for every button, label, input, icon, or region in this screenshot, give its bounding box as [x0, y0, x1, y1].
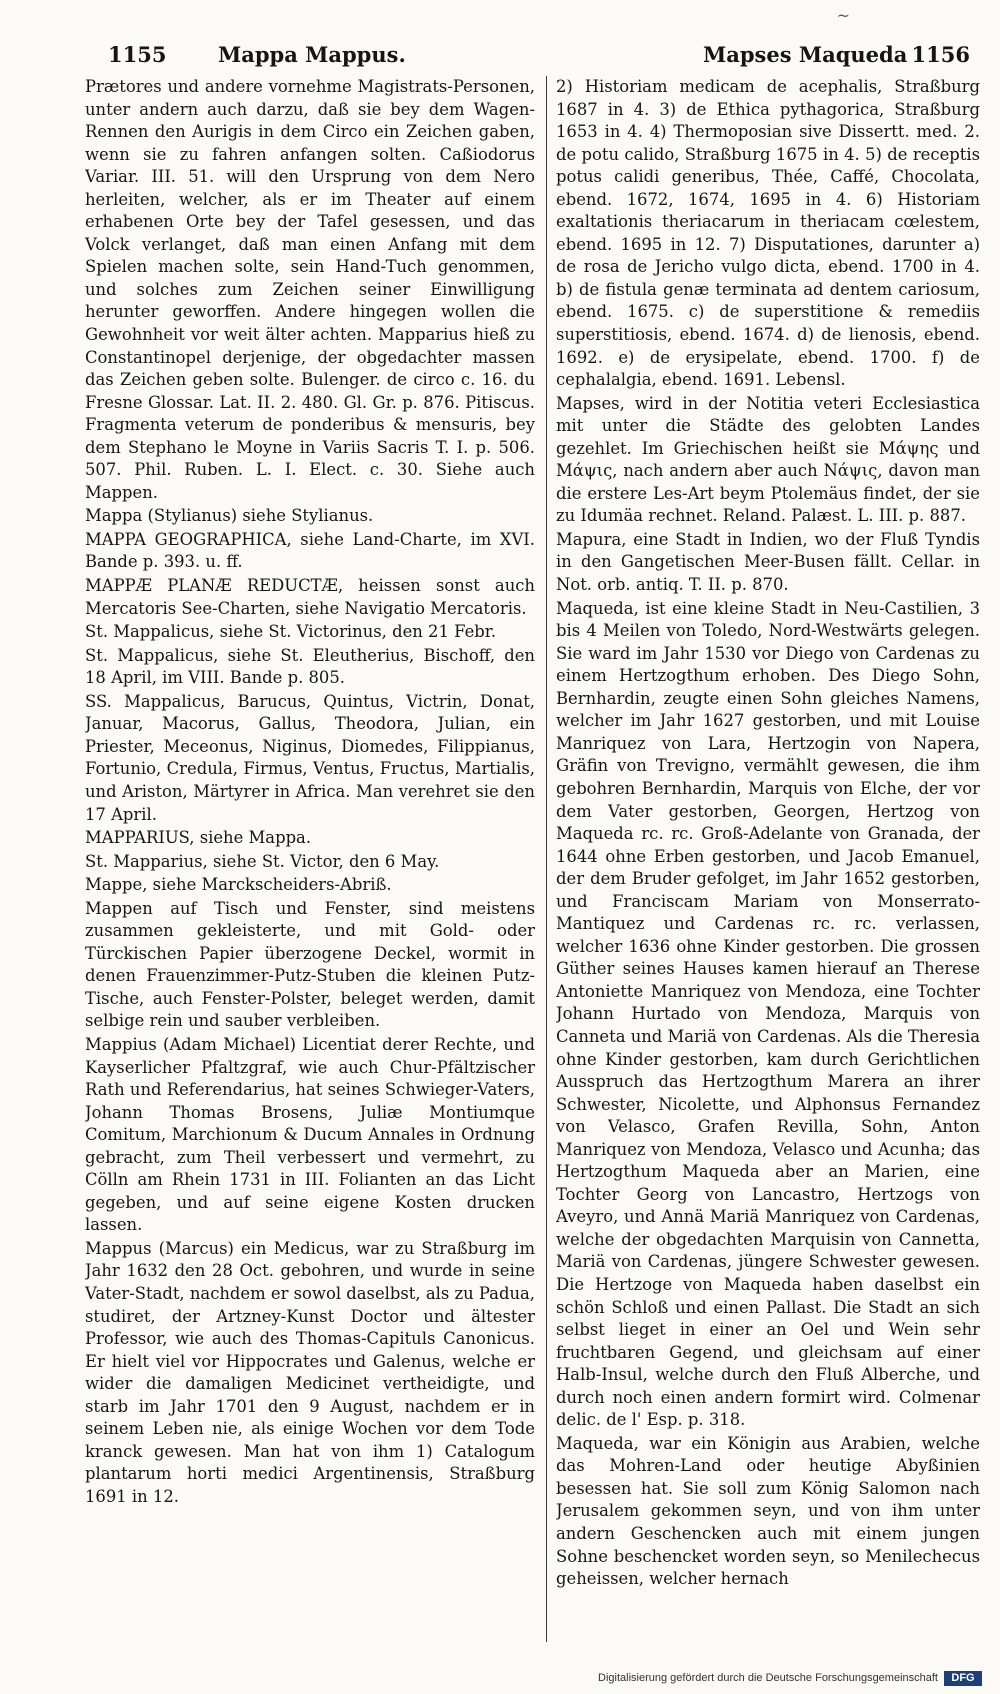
right-page-number: 1156 — [911, 42, 970, 67]
right-catchwords: Mapses Maqueda — [703, 42, 908, 67]
left-page-number: 1155 — [108, 42, 167, 67]
left-entry-10: Mappen auf Tisch und Fenster, sind meistens zusammen gekleisterte, und mit Gold- oder Türckischen Papier überzogene Deckel, wormit in denen Frauenzimmer-Putz-Stuben die kleinen Putz-Tische, auch Fenster-Polster, beleget werden, damit selbige rein und sauber verbleiben. — [85, 898, 535, 1031]
dfg-logo: DFG — [944, 1671, 982, 1686]
right-entry-4: Maqueda, war ein Königin aus Arabien, welche das Mohren-Land oder heutige Abyßinien besessen hat. Sie soll zum König Salomon nach Jerusalem gekommen seyn, und von ihm unter andern Geschencken auch mit einem jungen Sohne beschencket worden seyn, so Menilechecus geheissen, welcher hernach — [556, 1433, 980, 1589]
left-entry-11: Mappius (Adam Michael) Licentiat derer Rechte, und Kayserlicher Pfaltzgraf, wie auch Chur-Pfältzischer Rath und Referendarius, hat seines Schwieger-Vaters, Johann Thomas Brosens, Juliæ Montiumque Comitum, Marchionum & Ducum Annales in Ordnung gebracht, zum Theil verbessert und vermehrt, zu Cölln am Rhein 1731 in III. Folianten an das Licht gegeben, und auf seine eigene Kosten drucken lassen. — [85, 1034, 535, 1235]
left-entry-5: St. Mappalicus, siehe St. Eleutherius, Bischoff, den 18 April, im VIII. Bande p. 805. — [85, 645, 535, 688]
left-entry-6: SS. Mappalicus, Barucus, Quintus, Victrin, Donat, Januar, Macorus, Gallus, Theodora, Julian, ein Priester, Meceonus, Niginus, Diomedes, Filippianus, Fortunio, Credula, Firmus, Ventus, Fructus, Martialis, und Ariston, Märtyrer in Africa. Man verehret sie den 17 April. — [85, 691, 535, 824]
left-entry-3: MAPPÆ PLANÆ REDUCTÆ, heissen sonst auch Mercatoris See-Charten, siehe Navigatio Mercatoris. — [85, 576, 535, 618]
left-catchwords: Mappa Mappus. — [218, 42, 406, 67]
page-header — [108, 38, 970, 74]
left-column — [85, 76, 535, 1642]
footer-credit: Digitalisierung gefördert durch die Deutsche Forschungsgemeinschaft — [598, 1672, 938, 1684]
right-entry-3: Maqueda, ist eine kleine Stadt in Neu-Castilien, 3 bis 4 Meilen von Toledo, Nord-Westwärts gelegen. Sie ward im Jahr 1530 vor Diego von Cardenas zu einem Hertzogthum erhoben. Des Diego Sohn, Bernhardin, zeugte einen Sohn gleiches Namens, welcher im Jahr 1627 gestorben, und mit Louise Manriquez von Lara, Hertzogin von Napera, Gräfin von Trevigno, vermählt gewesen, die ihm gebohren Bernhardin, Marquis von Elche, der vor dem Vater gestorben, Georgen, Hertzog von Maqueda rc. rc. Groß-Adelante von Granada, der 1644 ohne Erben gestorben, und Jacob Emanuel, der dem Bruder gefolget, im Jahr 1652 gestorben, und Franciscam Mariam von Monserrato-Mantiquez und Cardenas rc. rc. verlassen, welcher 1636 ohne Kinder gestorben. Die grossen Güther seines Hauses kamen hierauf an Therese Antoniette Manriquez von Mendoza, eine Tochter Johann Hurtado von Mendoza, Marquis von Canneta und Mariä von Cardenas. Als die Theresia ohne Kinder gestorben, kam durch Gerichtlichen Ausspruch das Hertzogthum Marera an ihrer Schwester, Nicolette, und Alphonsus Fernandez von Velasco, Grafen Revilla, Sohn, Anton Manriquez von Mendoza, Velasco und Acunha; das Hertzogthum Maqueda aber an Marien, eine Tochter Georg von Lancastro, Hertzogs von Aveyro, und Annä Mariä Manriquez von Cardenas, welche der obgedachten Marquisin von Cannetta, Mariä von Cardenas, jüngere Schwester gewesen. Die Hertzoge von Maqueda haben daselbst ein schön Schloß und einen Pallast. Die Stadt an sich selbst lieget in einer an Oel und Wein sehr fruchtbaren Gegend, und gleichsam auf einer Halb-Insul, welche durch den Fluß Alberche, und durch noch einen andern formirt wird. Colmenar delic. de l' Esp. p. 318. — [556, 598, 980, 1430]
right-entry-0: 2) Historiam medicam de acephalis, Straßburg 1687 in 4. 3) de Ethica pythagorica, Straßburg 1653 in 4. 4) Thermoposian sive Dissertt. med. 2. de potu calido, Straßburg 1675 in 4. 5) de receptis potus calidi generibus, Thée, Caffé, Chocolata, ebend. 1672, 1674, 1695 in 4. 6) Historiam exaltationis theriacarum in theriacam cœlestem, ebend. 1695 in 12. 7) Disputationes, darunter a) de rosa de Jericho vulgo dicta, ebend. 1700 in 4. b) de fistula genæ terminata ad dentem cariosum, ebend. 1675. c) de superstitione & remediis superstitiosis, ebend. 1674. d) de lienosis, ebend. 1692. e) de erysipelate, ebend. 1700. f) de cephalalgia, ebend. 1691. Lebensl. — [556, 77, 980, 390]
left-entry-12: Mappus (Marcus) ein Medicus, war zu Straßburg im Jahr 1632 den 28 Oct. gebohren, und wurde in seine Vater-Stadt, nachdem er sowol daselbst, als zu Padua, studiret, der Artzney-Kunst Doctor und ältester Professor, wie auch des Thomas-Capituls Canonicus. Er hielt viel vor Hippocrates und Galenus, welche er wider die damaligen Medicinet vertheidigte, und starb im Jahr 1701 den 9 August, nachdem er in seinem Leben nie, als einige Wochen vor dem Tode kranck gewesen. Man hat von ihm 1) Catalogum plantarum horti medici Argentinensis, Straßburg 1691 in 12. — [85, 1238, 535, 1506]
column-divider — [546, 76, 547, 1642]
left-entry-2: MAPPA GEOGRAPHICA, siehe Land-Charte, im XVI. Bande p. 393. u. ff. — [85, 529, 535, 572]
left-entry-7: MAPPARIUS, siehe Mappa. — [85, 828, 312, 848]
left-entry-9: Mappe, siehe Marckscheiders-Abriß. — [85, 875, 392, 895]
left-entry-1: Mappa (Stylianus) siehe Stylianus. — [85, 506, 374, 526]
right-entry-2: Mapura, eine Stadt in Indien, wo der Fluß Tyndis in den Gangetischen Meer-Busen fällt. Cellar. in Not. orb. antiq. T. II. p. 870. — [556, 529, 980, 595]
left-entry-0: Prætores und andere vornehme Magistrats-Personen, unter andern auch darzu, daß sie bey dem Wagen-Rennen den Aurigis in dem Circo ein Zeichen gaben, wenn sie zu fahren anfangen solten. Caßiodorus Variar. III. 51. will den Ursprung von dem Nero herleiten, welcher, als er im Theater auf einem erhabenen Orte bey der Tafel gesessen, und das Volck verlanget, daß man einen Anfang mit dem Spielen machen solte, sein Hand-Tuch genommen, und solches zum Zeichen seiner Einwilligung herunter geworffen. Andere hingegen wollen die Gewohnheit vor weit älter achten. Mapparius hieß zu Constantinopel derjenige, der obgedachter massen das Zeichen geben solte. Bulenger. de circo c. 16. du Fresne Glossar. Lat. II. 2. 480. Gl. Gr. p. 876. Pitiscus. Fragmenta veterum de ponderibus & mensuris, bey dem Stephano le Moyne in Variis Sacris T. I. p. 506. 507. Phil. Ruben. L. I. Elect. c. 30. Siehe auch Mappen. — [85, 77, 535, 502]
right-entry-1: Mapses, wird in der Notitia veteri Ecclesiastica mit unter die Städte des gelobten Landes gezehlet. Im Griechischen heißt sie Μάψης und Μάψις, nach andern aber auch Νάψις, davon man die erstere Les-Art beym Ptolemäus findet, der sie zu Idumäa rechnet. Reland. Palæst. L. III. p. 887. — [556, 393, 980, 526]
top-ink-mark: ~ — [836, 6, 850, 25]
left-entry-4: St. Mappalicus, siehe St. Victorinus, den 21 Febr. — [85, 622, 497, 642]
right-column — [556, 76, 980, 1642]
left-entry-8: St. Mapparius, siehe St. Victor, den 6 May. — [85, 851, 440, 871]
